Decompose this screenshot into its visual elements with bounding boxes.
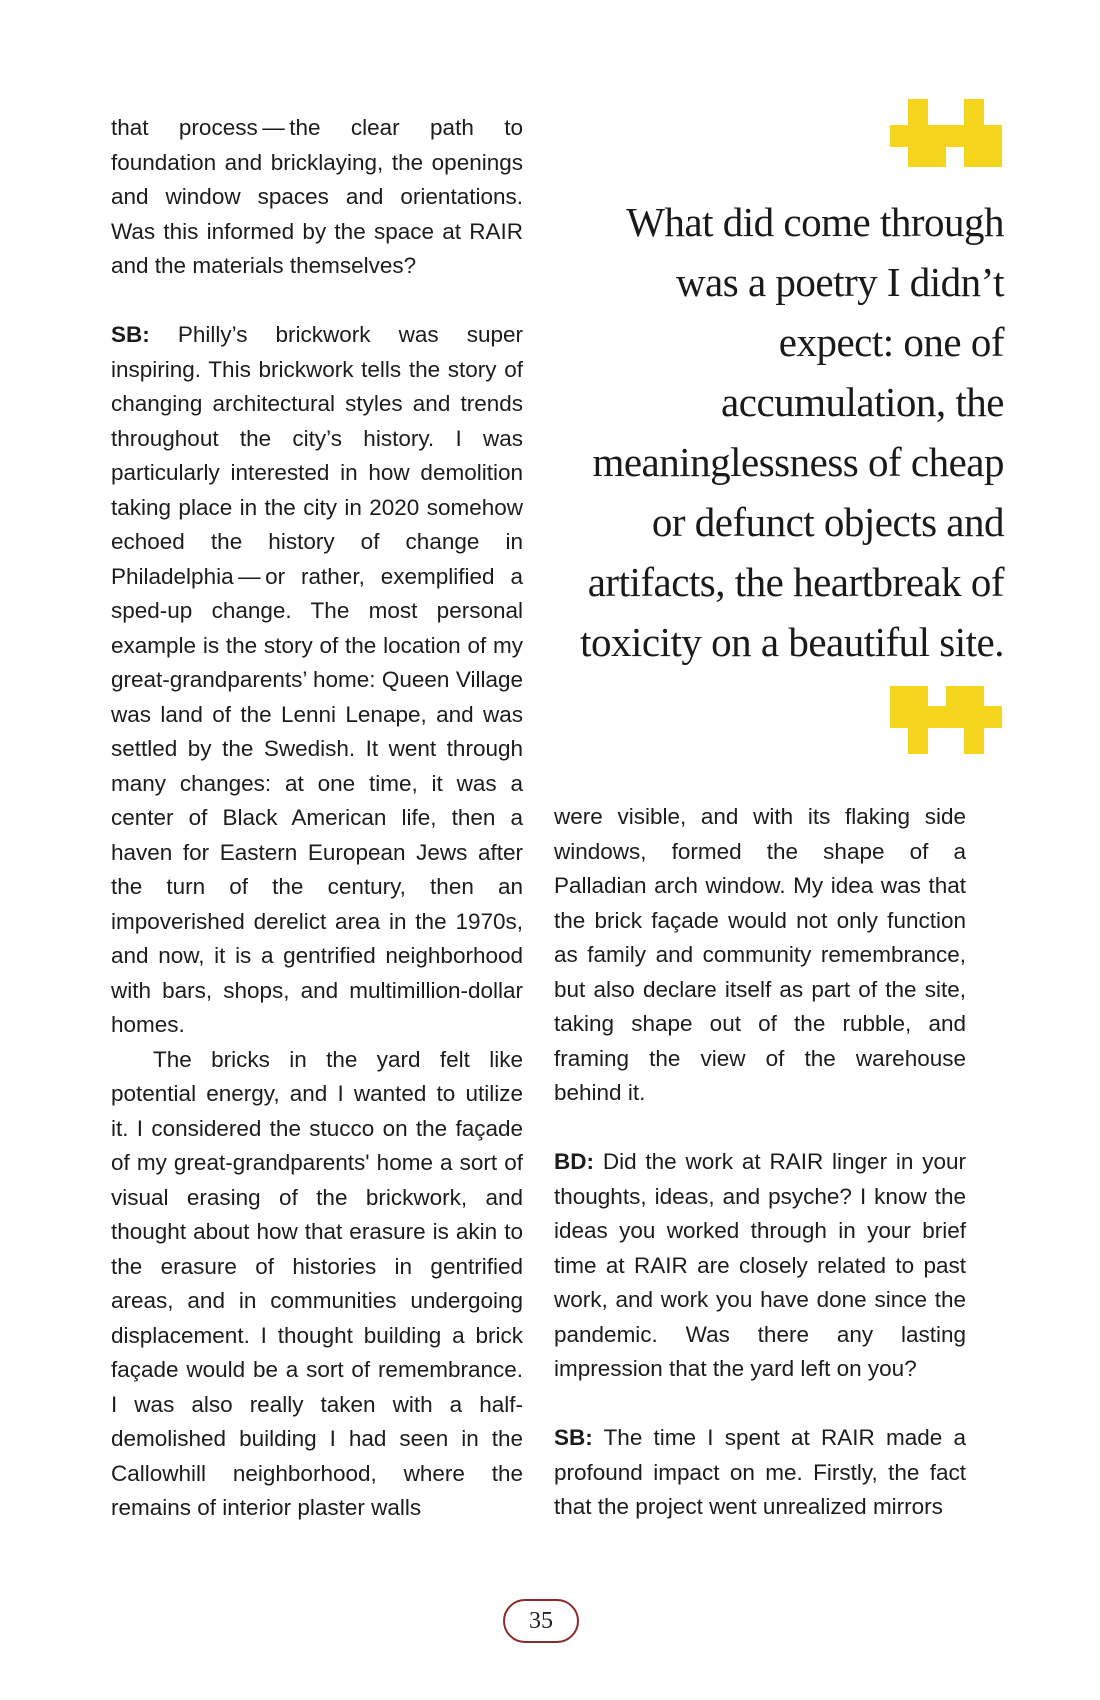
paragraph: The bricks in the yard felt like potential energy, and I wanted to utilize it. I considered the stucco on the façade of my great-grandparents' home a sort of visual erasing of the brickwork, and thought about how that erasure is akin to the erasure of histories in gentrified areas, and in communities undergoing displacement. I thought building a brick façade would be a sort of remembrance. I was also really taken with a half-demolished building I had seen in the Callowhill neighborhood, where the remains of interior plaster walls bbox=[111, 1046, 523, 1520]
speaker-label: BD: bbox=[554, 1149, 594, 1174]
paragraph bbox=[554, 1145, 966, 1387]
left-text-column bbox=[111, 111, 523, 1526]
paragraph-text: Did the work at RAIR linger in your thoughts, ideas, and psyche? I know the ideas you worked through in your brief time at RAIR are closely related to past work, and work you have done since the pandemic. Was there any lasting impression that the yard left on you? bbox=[554, 1149, 966, 1381]
paragraph: were visible, and with its flaking side windows, formed the shape of a Palladian arch window. My idea was that the brick façade would not only function as family and community remembrance, but also declare itself as part of the site, taking shape out of the rubble, and framing the view of the warehouse behind it. bbox=[554, 804, 966, 1105]
paragraph-text: The time I spent at RAIR made a profound impact on me. Firstly, the fact that the project went unrealized mirrors bbox=[554, 1425, 966, 1519]
quote-open-icon bbox=[890, 99, 1004, 173]
right-text-column bbox=[554, 800, 966, 1525]
paragraph: that process — the clear path to foundation and bricklaying, the openings and window spaces and orientations. Was this informed by the space at RAIR and the materials themselves? bbox=[111, 115, 523, 278]
quote-close-icon bbox=[890, 686, 1004, 760]
paragraph bbox=[554, 1421, 966, 1525]
paragraph-text: Philly’s brickwork was super inspiring. This brickwork tells the story of changing architectural styles and trends throughout the city’s history. I was particularly interested in how demolition taking place in the city in 2020 somehow echoed the history of change in Philadelphia — or rather, exemplified a sped-up change. The most personal example is the story of the location of my great-grandparents’ home: Queen Village was land of the Lenni Lenape, and was settled by the Swedish. It went through many changes: at one time, it was a center of Black American life, then a haven for Eastern European Jews after the turn of the century, then an impoverished derelict area in the 1970s, and now, it is a gentrified neighborhood with bars, shops, and multimillion-dollar homes. bbox=[111, 322, 523, 1037]
paragraph bbox=[111, 318, 523, 1043]
speaker-label: SB: bbox=[554, 1425, 593, 1450]
page-number: 35 bbox=[503, 1599, 579, 1643]
pull-quote: What did come through was a poetry I didn’t expect: one of accumulation, the meaninglessness of cheap or defunct objects and artifacts, the heartbreak of toxicity on a beautiful site. bbox=[580, 199, 1004, 665]
speaker-label: SB: bbox=[111, 322, 150, 347]
